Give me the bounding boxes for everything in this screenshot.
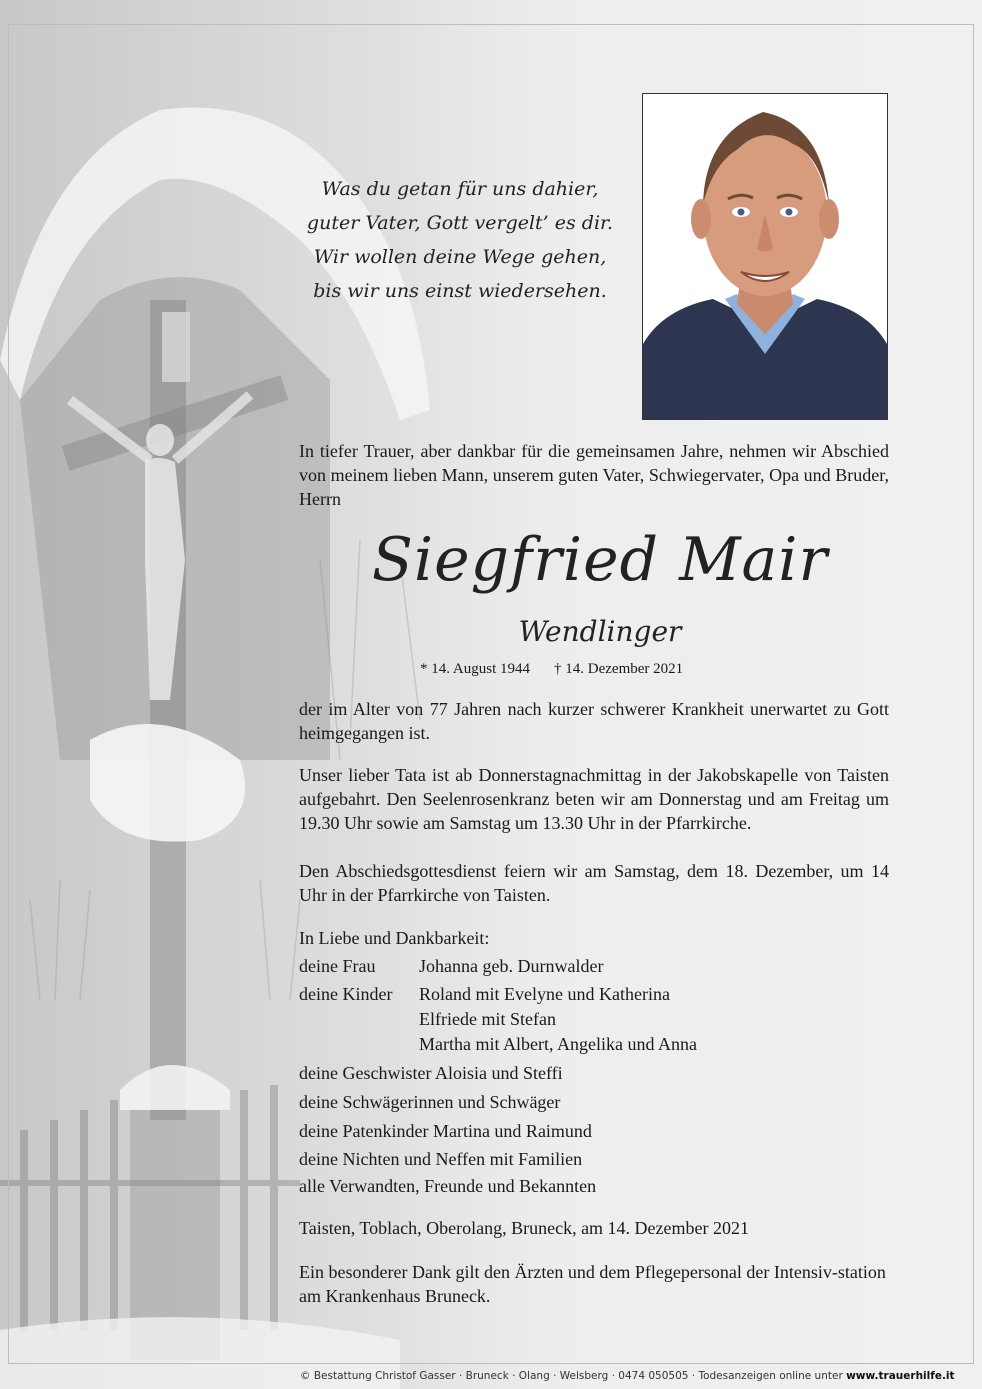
portrait-photo — [642, 93, 888, 420]
funeral-text: Den Abschiedsgottesdienst feiern wir am Samstag, dem 18. Dezember, um 14 Uhr in der Pfarrkirche von Taisten. — [299, 861, 889, 905]
footer-text: © Bestattung Christof Gasser · Bruneck · Olang · Welsberg · 0474 050505 · Todesanzeigen online unter — [300, 1370, 847, 1382]
mourners-heading: In Liebe und Dankbarkeit: — [299, 928, 490, 948]
thanks-text: Ein besonderer Dank gilt den Ärzten und dem Pflegepersonal der Intensiv-station am Krankenhaus Bruneck. — [299, 1262, 886, 1306]
mourner-names: Roland mit Evelyne und Katherina — [419, 984, 670, 1004]
mourner-wife — [299, 954, 603, 978]
portrait-image — [643, 94, 887, 419]
deceased-nickname: Wendlinger — [518, 615, 682, 648]
birth-date: * 14. August 1944 — [420, 661, 531, 677]
mourner-relatives: alle Verwandten, Freunde und Bekannten — [299, 1176, 597, 1196]
mourner-siblings: deine Geschwister Aloisia und Steffi — [299, 1063, 563, 1083]
footer-credit — [300, 1370, 955, 1382]
intro-text: In tiefer Trauer, aber dankbar für die gemeinsamen Jahre, nehmen wir Abschied von meinem lieben Mann, unserem guten Vater, Schwiegervater, Opa und Bruder, Herrn — [299, 441, 889, 509]
poem-line: bis wir uns einst wiedersehen. — [313, 280, 607, 302]
places-date: Taisten, Toblach, Oberolang, Bruneck, am 14. Dezember 2021 — [299, 1218, 750, 1238]
death-date: † 14. Dezember 2021 — [554, 661, 684, 677]
mourner-godchildren: deine Patenkinder Martina und Raimund — [299, 1121, 592, 1141]
relation-label: deine Frau — [299, 956, 376, 976]
memorial-poem — [300, 172, 620, 308]
mourner-children — [299, 982, 670, 1006]
arrangements-text: Unser lieber Tata ist ab Donnerstagnachmittag in der Jakobskapelle von Taisten aufgebahrt. Den Seelenrosenkranz beten wir am Donnerstag und am Freitag um 19.30 Uhr sowie am Samstag um 13.30 Uhr in der Pfarrkirche. — [299, 765, 889, 833]
poem-line: Wir wollen deine Wege gehen, — [313, 246, 607, 268]
mourner-names: Johanna geb. Durnwalder — [419, 956, 604, 976]
mourner-child: Martha mit Albert, Angelika und Anna — [419, 1034, 697, 1054]
poem-line: guter Vater, Gott vergelt’ es dir. — [306, 212, 614, 234]
mourner-child: Elfriede mit Stefan — [419, 1009, 556, 1029]
passing-text: der im Alter von 77 Jahren nach kurzer schwerer Krankheit unerwartet zu Gott heimgegangen ist. — [299, 699, 889, 743]
poem-line: Was du getan für uns dahier, — [321, 178, 599, 200]
relation-label: deine Kinder — [299, 984, 393, 1004]
life-dates — [420, 661, 780, 678]
mourner-inlaws: deine Schwägerinnen und Schwäger — [299, 1092, 561, 1112]
deceased-name: Siegfried Mair — [371, 525, 829, 595]
footer-link[interactable]: www.trauerhilfe.it — [846, 1370, 955, 1382]
mourner-nieces: deine Nichten und Neffen mit Familien — [299, 1149, 583, 1169]
